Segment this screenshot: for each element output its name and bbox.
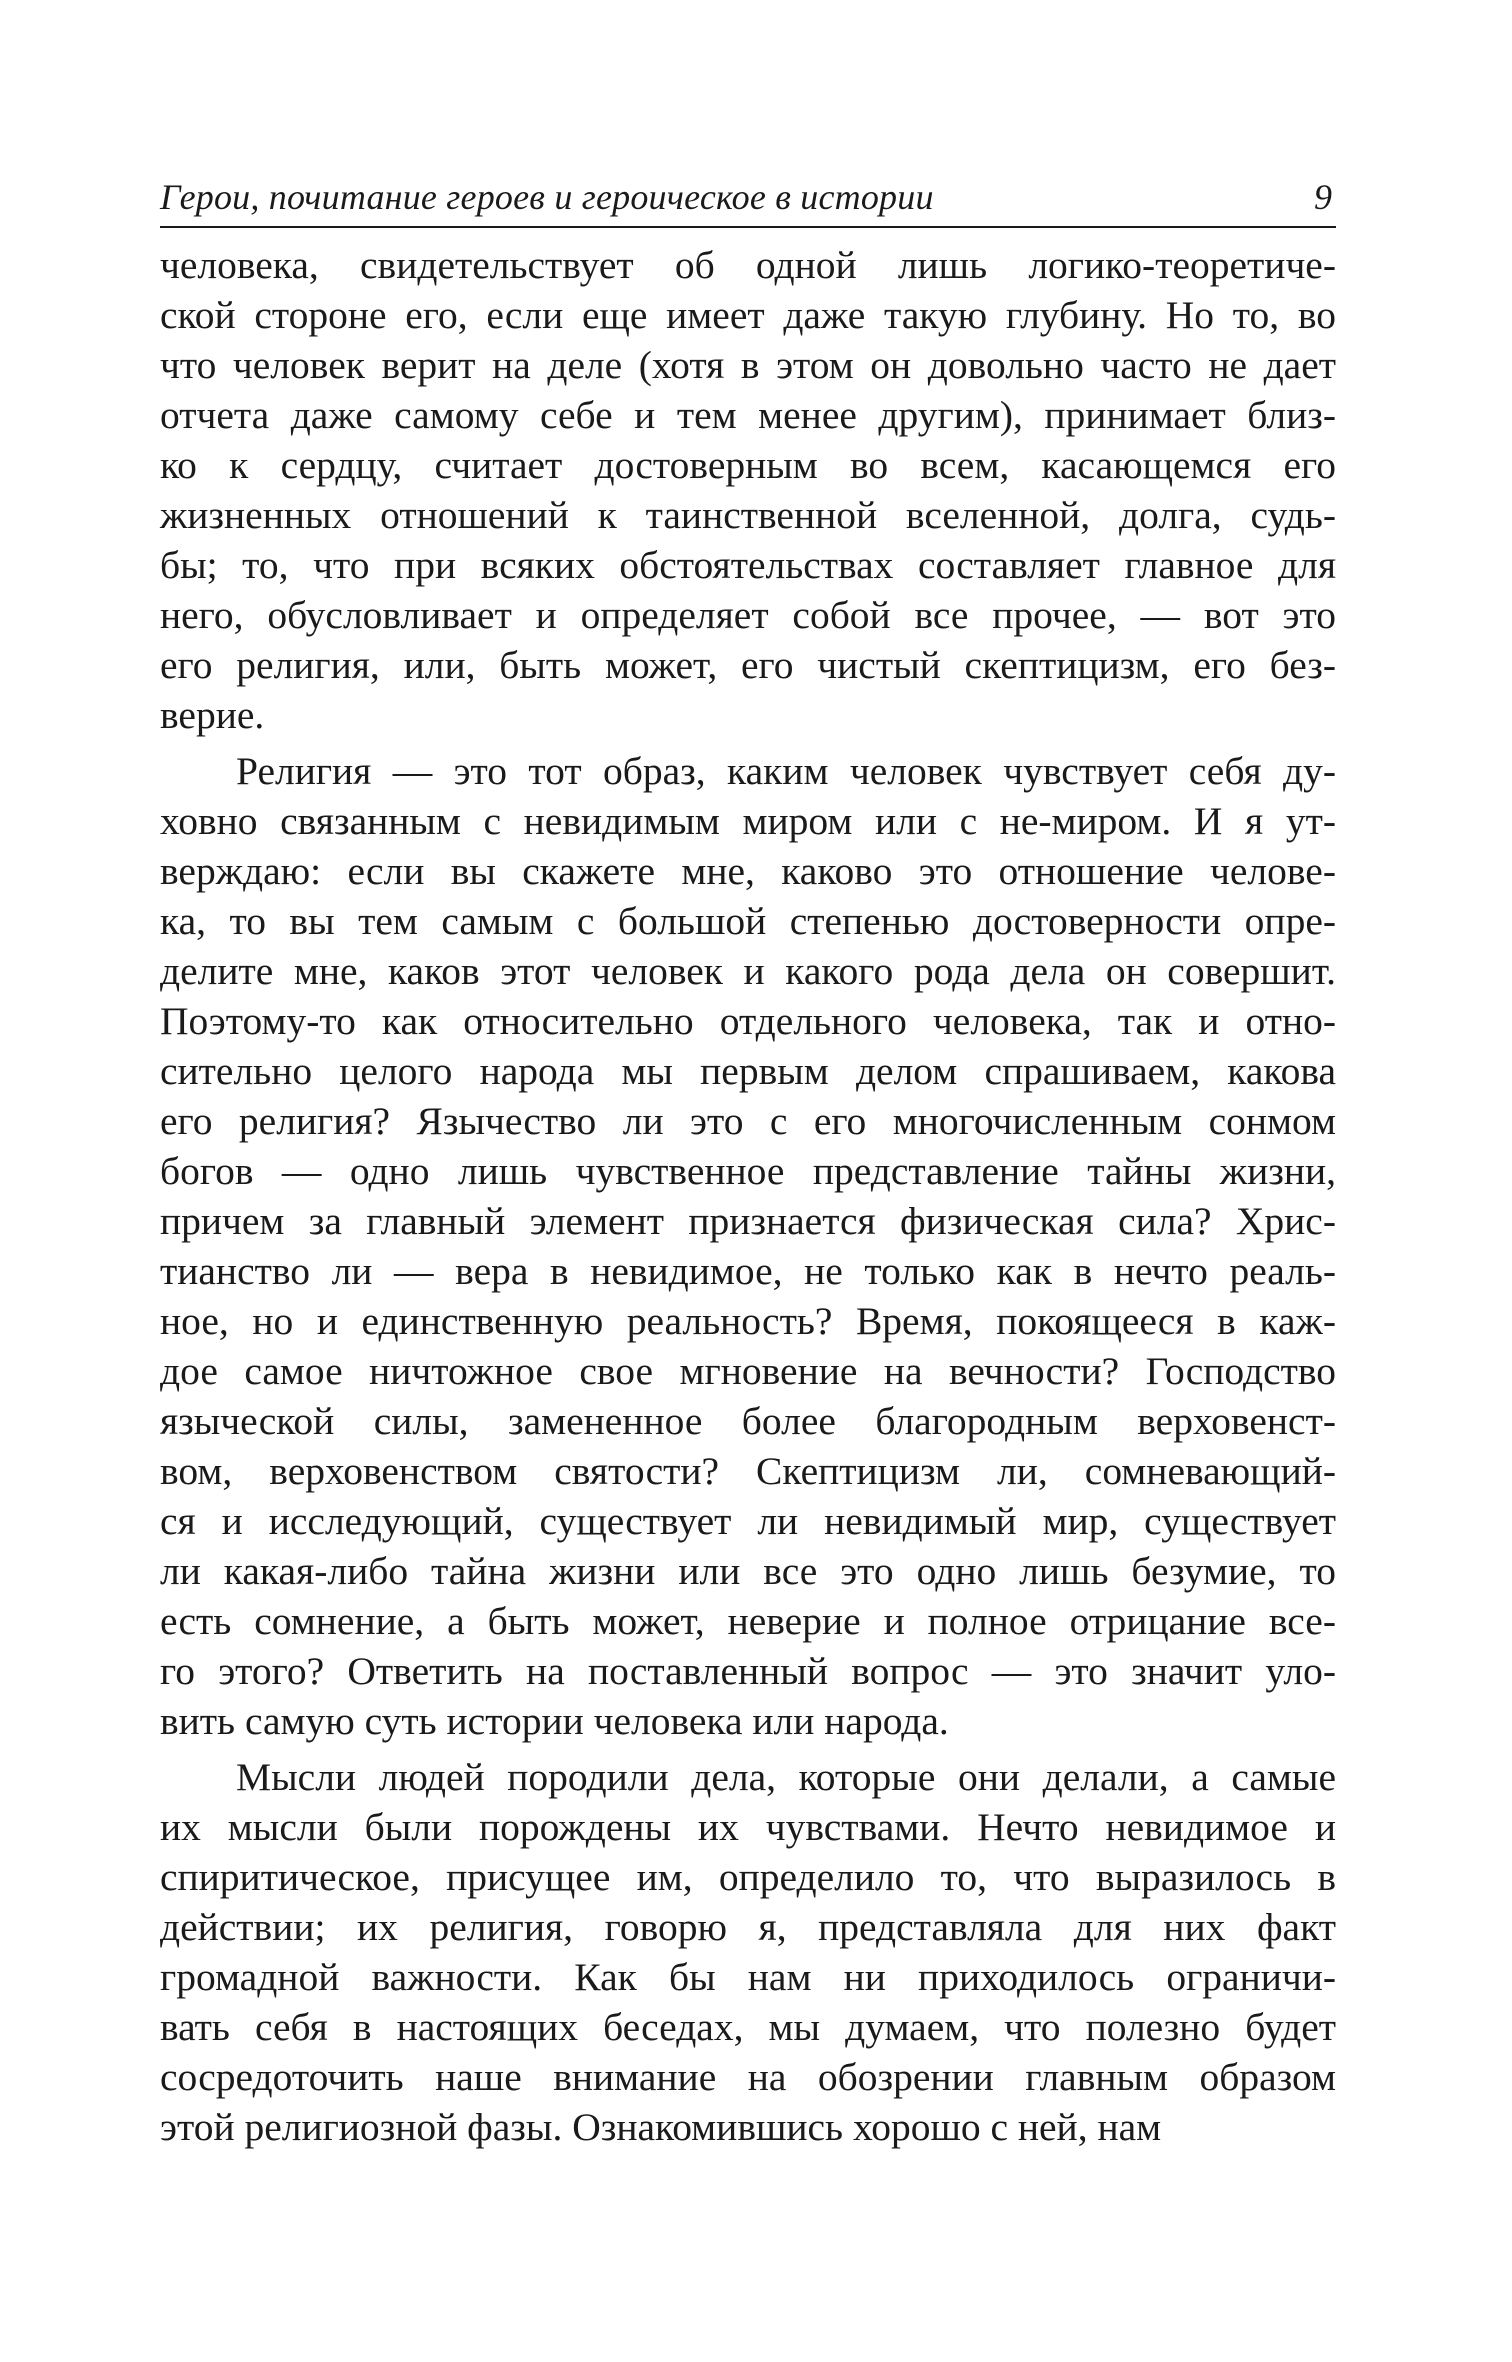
text-line: отчета даже самому себе и тем менее другим), принимает близ- (160, 393, 1336, 437)
text-line: вом, верховенством святости? Скептицизм ли, сомневающий- (160, 1449, 1336, 1493)
running-header (160, 170, 1336, 228)
text-line: ко к сердцу, считает достоверным во всем, касающемся его (160, 443, 1336, 487)
page-number: 9 (1314, 177, 1332, 217)
text-line: спиритическое, присущее им, определило то, что выразилось в (160, 1855, 1336, 1899)
text-line: ской стороне его, если еще имеет даже такую глубину. Но то, во (160, 293, 1336, 337)
text-line: человека, свидетельствует об одной лишь логико-теоретиче- (160, 243, 1336, 287)
text-line: сосредоточить наше внимание на обозрении главным образом (160, 2055, 1336, 2099)
text-line: ховно связанным с невидимым миром или с не-миром. И я ут- (160, 799, 1336, 843)
text-line: вить самую суть истории человека или народа. (160, 1699, 949, 1743)
text-line: Религия — это тот образ, каким человек чувствует себя ду- (236, 749, 1336, 793)
text-line: их мысли были порождены их чувствами. Нечто невидимое и (160, 1805, 1336, 1849)
text-line: Поэтому-то как относительно отдельного человека, так и отно- (160, 999, 1336, 1043)
text-line: делите мне, каков этот человек и какого рода дела он совершит. (160, 949, 1336, 993)
text-line: вать себя в настоящих беседах, мы думаем, что полезно будет (160, 2005, 1336, 2049)
text-line: что человек верит на деле (хотя в этом он довольно часто не дает (160, 343, 1336, 387)
text-line: верждаю: если вы скажете мне, каково это отношение челове- (160, 849, 1336, 893)
text-line: ли какая-либо тайна жизни или все это одно лишь безумие, то (160, 1549, 1336, 1593)
body-text (160, 240, 1336, 2152)
text-line: богов — одно лишь чувственное представление тайны жизни, (160, 1149, 1336, 1193)
text-line: сительно целого народа мы первым делом спрашиваем, какова (160, 1049, 1336, 1093)
paragraph (160, 746, 1336, 1746)
text-line: действии; их религия, говорю я, представляла для них факт (160, 1905, 1336, 1949)
text-line: громадной важности. Как бы нам ни приходилось ограничи- (160, 1955, 1336, 1999)
text-line: верие. (160, 693, 265, 737)
running-header-title: Герои, почитание героев и героическое в истории (160, 177, 934, 217)
text-line: Мысли людей породили дела, которые они делали, а самые (236, 1755, 1336, 1799)
text-line: языческой силы, замененное более благородным верховенст- (160, 1399, 1336, 1443)
text-line: дое самое ничтожное свое мгновение на вечности? Господство (160, 1349, 1336, 1393)
book-page (160, 170, 1336, 2152)
text-line: есть сомнение, а быть может, неверие и полное отрицание все- (160, 1599, 1336, 1643)
paragraph (160, 1752, 1336, 2152)
text-line: его религия? Язычество ли это с его многочисленным сонмом (160, 1099, 1336, 1143)
text-line: ное, но и единственную реальность? Время, покоящееся в каж- (160, 1299, 1336, 1343)
text-line: го этого? Ответить на поставленный вопрос — это значит уло- (160, 1649, 1336, 1693)
text-line: ка, то вы тем самым с большой степенью достоверности опре- (160, 899, 1336, 943)
text-line: этой религиозной фазы. Ознакомившись хорошо с ней, нам (160, 2105, 1162, 2149)
text-line: его религия, или, быть может, его чистый скептицизм, его без- (160, 643, 1336, 687)
paragraph (160, 240, 1336, 740)
text-line: жизненных отношений к таинственной вселенной, долга, судь- (160, 493, 1336, 537)
text-line: ся и исследующий, существует ли невидимый мир, существует (160, 1499, 1336, 1543)
text-line: тианство ли — вера в невидимое, не только как в нечто реаль- (160, 1249, 1336, 1293)
text-line: него, обусловливает и определяет собой все прочее, — вот это (160, 593, 1336, 637)
text-line: причем за главный элемент признается физическая сила? Хрис- (160, 1199, 1336, 1243)
text-line: бы; то, что при всяких обстоятельствах составляет главное для (160, 543, 1336, 587)
